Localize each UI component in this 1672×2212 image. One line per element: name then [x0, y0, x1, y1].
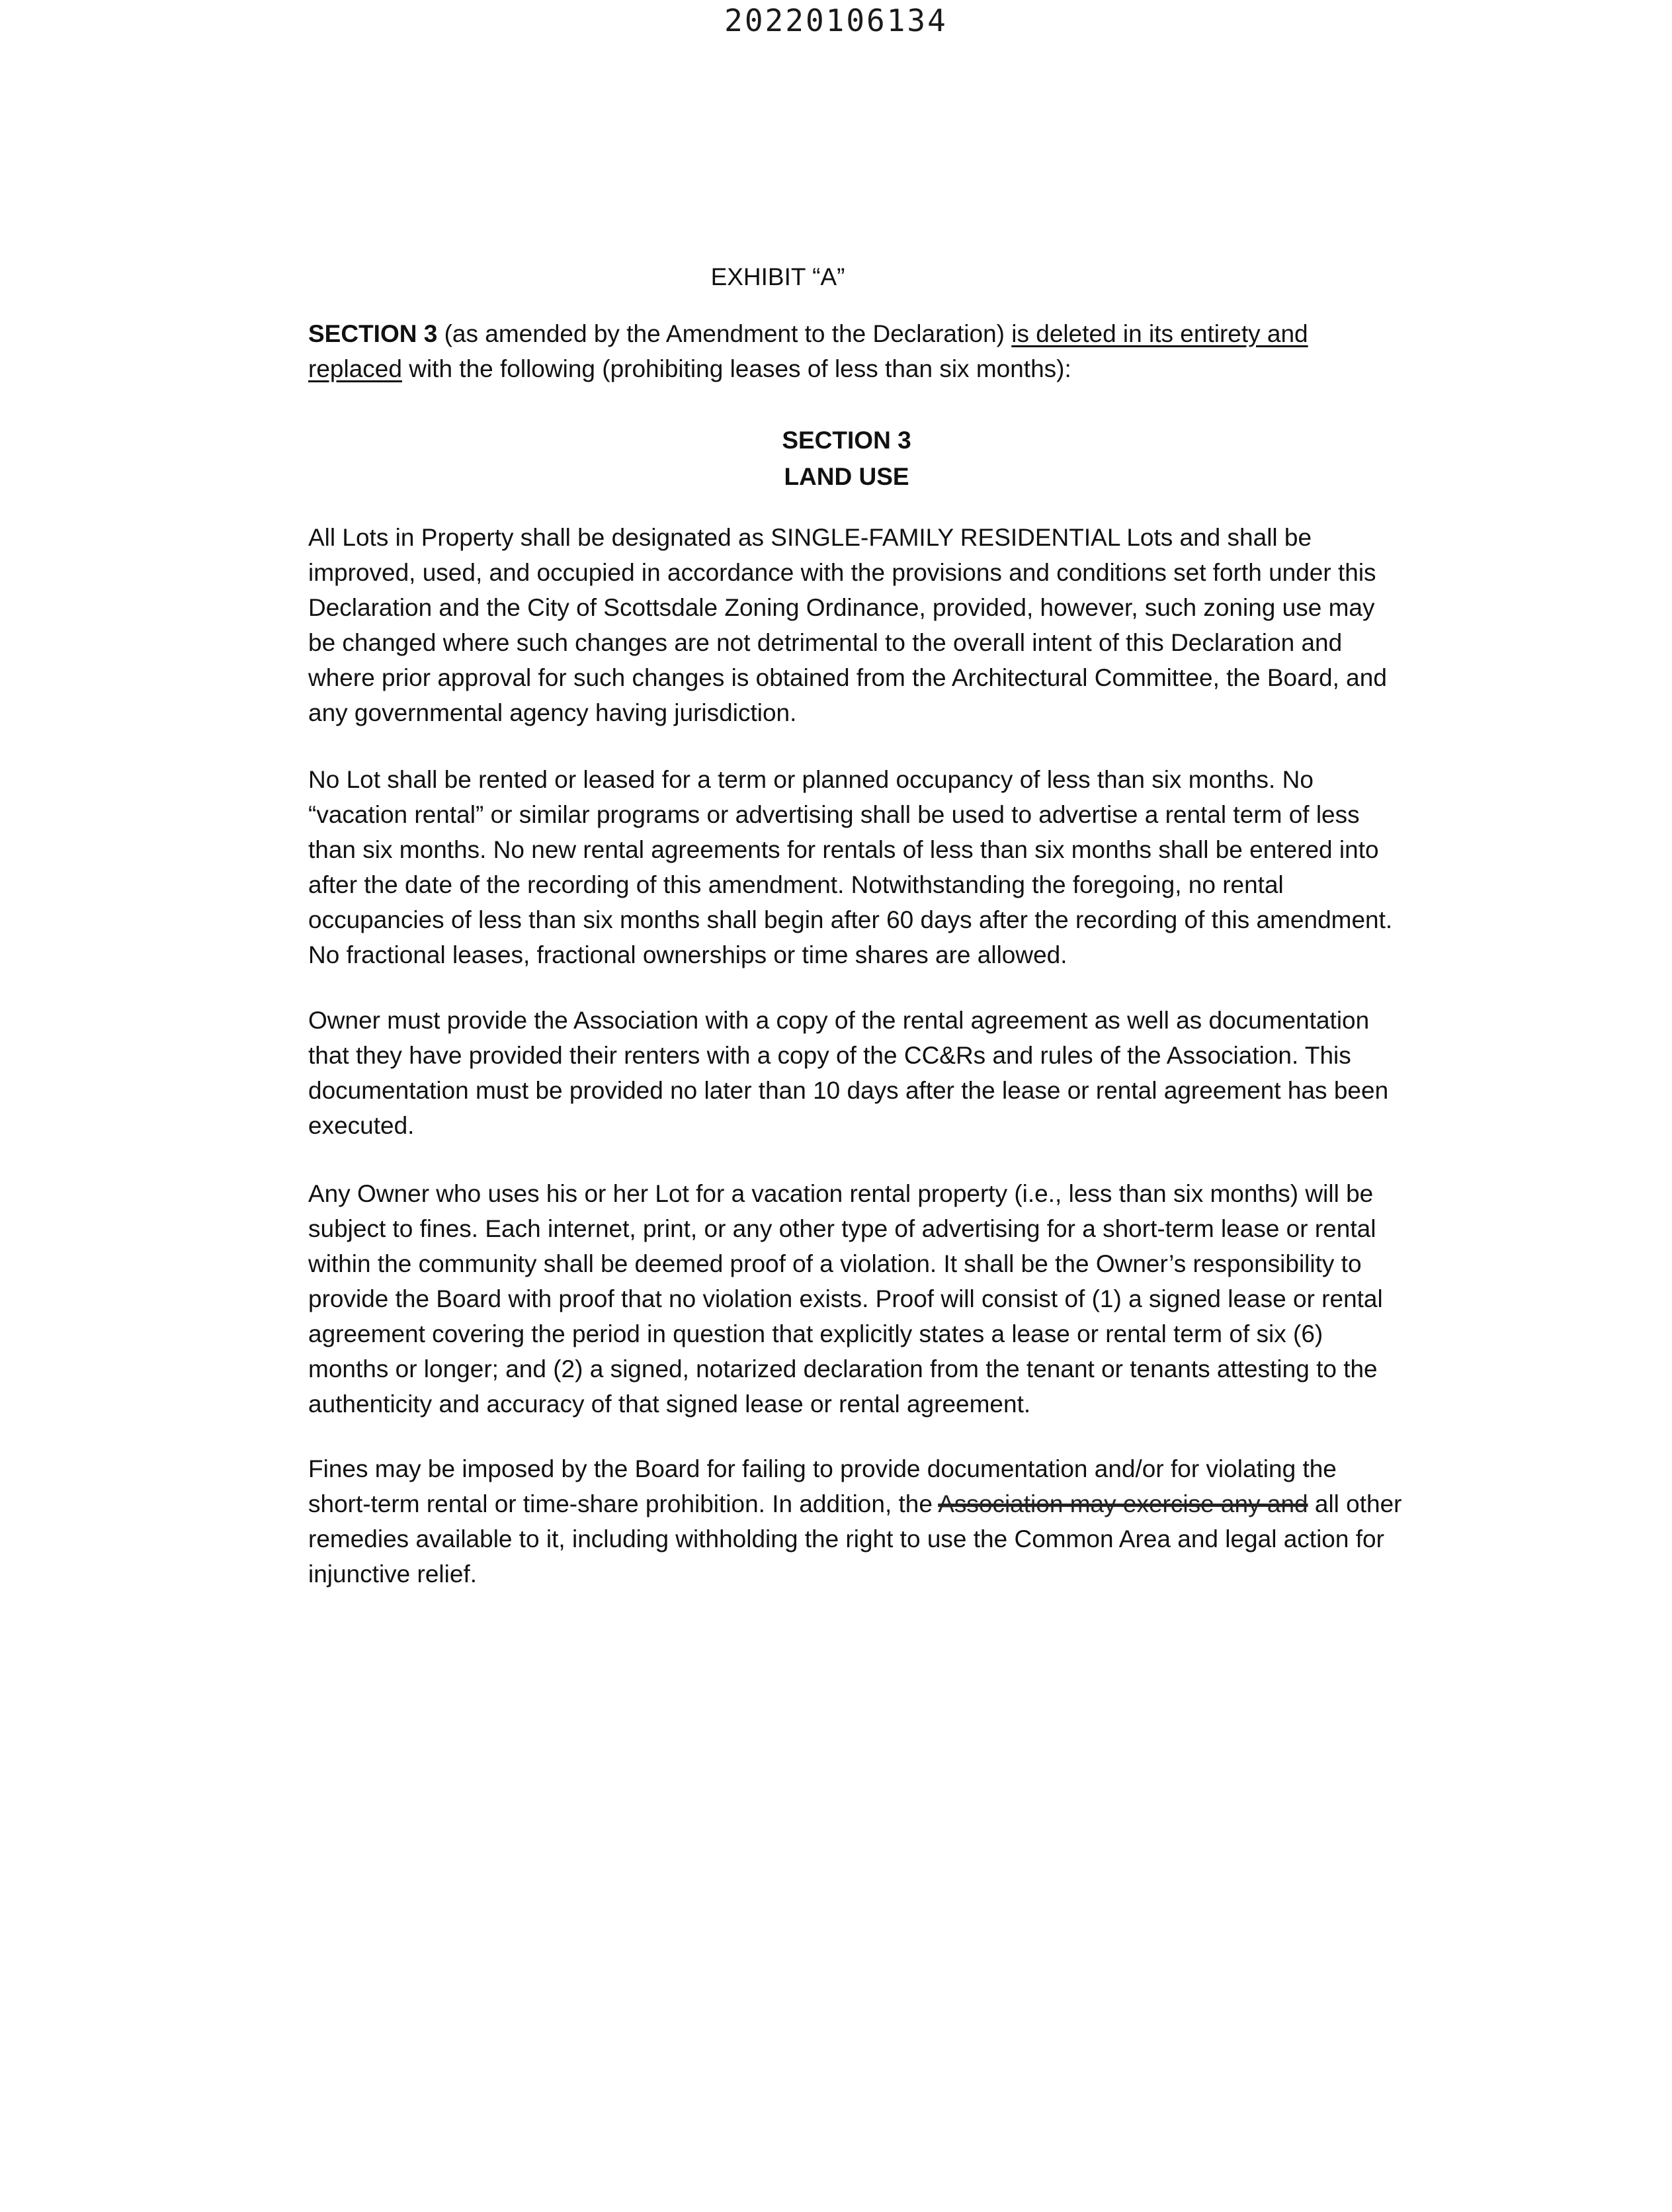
section-heading [0, 422, 1672, 495]
paragraph-fines: Any Owner who uses his or her Lot for a vacation rental property (i.e., less than six months) will be subject to fines. Each internet, print, or any other type of advertising for a short-term lease or rental within the community shall be deemed proof of a violation. It shall be the Owner’s responsibility to provide the Board with proof that no violation exists. Proof will consist of (1) a signed lease or rental agreement covering the period in question that explicitly states a lease or rental term of six (6) months or longer; and (2) a signed, notarized declaration from the tenant or tenants attesting to the authenticity and accuracy of that signed lease or rental agreement. [308, 1180, 1383, 1418]
paragraph-land-use: All Lots in Property shall be designated as SINGLE-FAMILY RESIDENTIAL Lots and shall be improved, used, and occupied in accordance with the provisions and conditions set forth under this Declaration and the City of Scottsdale Zoning Ordinance, provided, however, such zoning use may be changed where such changes are not detrimental to the overall intent of this Declaration and where prior approval for such changes is obtained from the Architectural Committee, the Board, and any governmental agency having jurisdiction. [308, 524, 1387, 726]
section-number: SECTION 3 [782, 427, 911, 454]
document-number: 20220106134 [724, 3, 948, 38]
exhibit-title: EXHIBIT “A” [710, 263, 845, 290]
paragraph-rental-term: No Lot shall be rented or leased for a term or planned occupancy of less than six months. No “vacation rental” or similar programs or advertising shall be used to advertise a rental term of less than six months. No new rental agreements for rentals of less than six months shall be entered into after the date of the recording of this amendment. Notwithstanding the foregoing, no rental occupancies of less than six months shall begin after 60 days after the recording of this amendment. No fractional leases, fractional ownerships or time shares are allowed. [308, 766, 1393, 968]
intro-underlined-2: replaced [308, 355, 402, 382]
section-reference: SECTION 3 [308, 320, 438, 347]
section-title: LAND USE [784, 463, 909, 490]
intro-underlined-1: is deleted in its entirety and [1011, 320, 1308, 347]
intro-paragraph [308, 316, 1403, 386]
struck-text: Association may exercise any and [938, 1490, 1308, 1517]
remedies-text-1: Fines may be imposed by the Board for failing to provide documentation and/or for violating the short-term rental or time-share prohibition. In addition, the [308, 1455, 1337, 1517]
intro-text-2: with the following (prohibiting leases of less than six months): [401, 355, 1071, 382]
paragraph-remedies [308, 1451, 1403, 1592]
remedies-text-2: all other remedies available to it, including withholding the right to use the Common Area and legal action for injunctive relief. [308, 1490, 1402, 1588]
paragraph-owner-documentation: Owner must provide the Association with a copy of the rental agreement as well as documentation that they have provided their renters with a copy of the CC&Rs and rules of the Association. This documentation must be provided no later than 10 days after the lease or rental agreement has been executed. [308, 1007, 1389, 1139]
intro-text-1: (as amended by the Amendment to the Declaration) [437, 320, 1012, 347]
